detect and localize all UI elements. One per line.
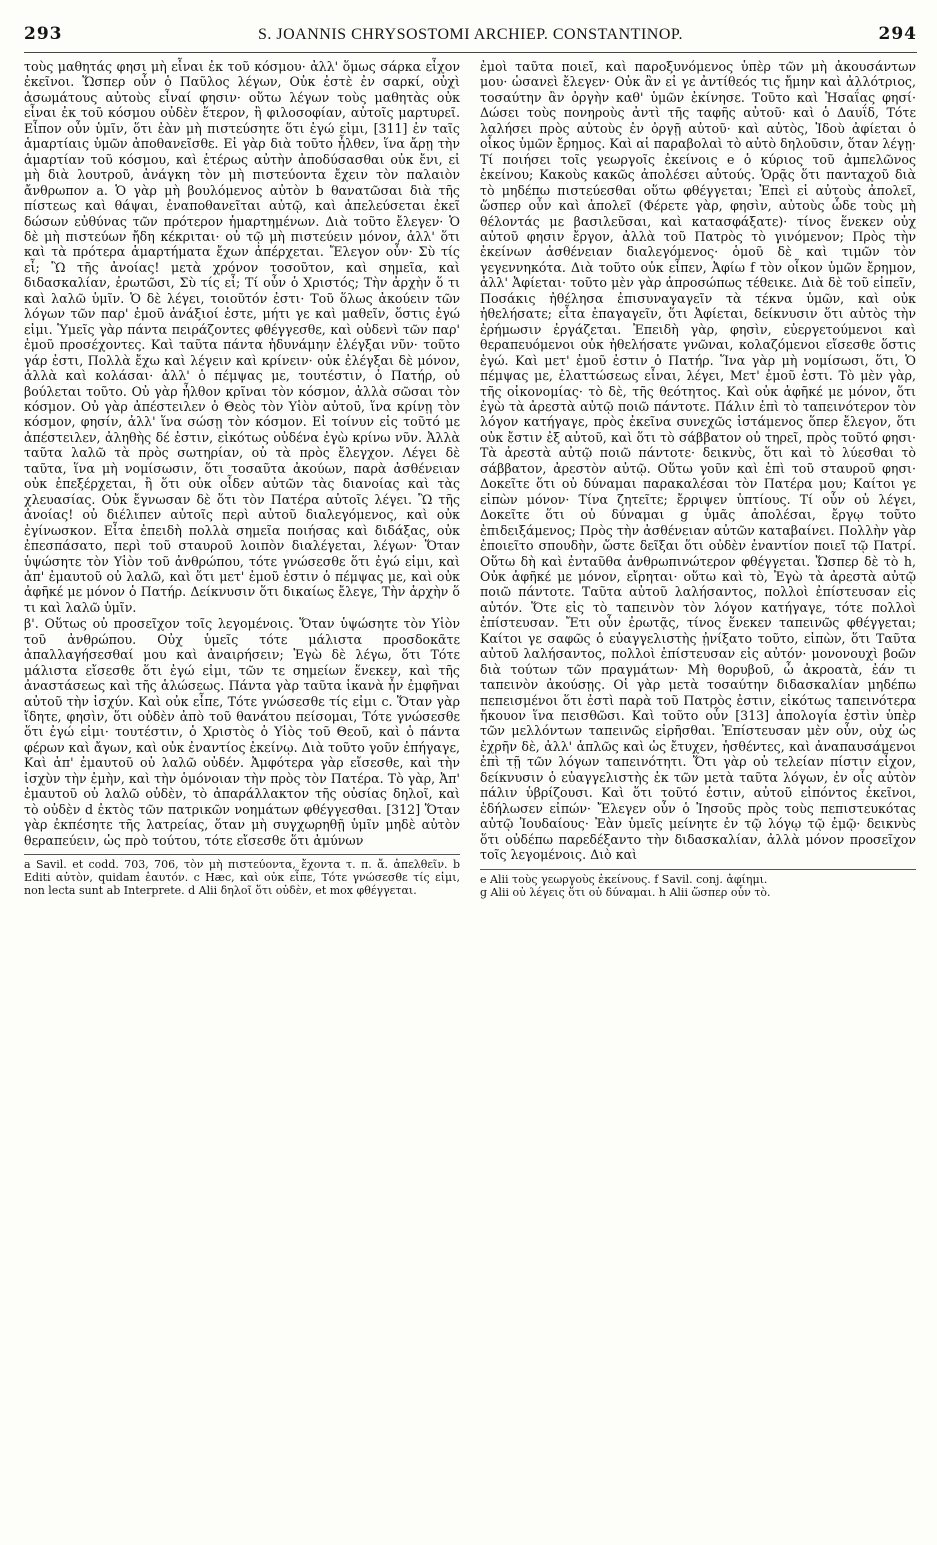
right-page-number: 294 — [878, 24, 917, 44]
right-column — [480, 59, 916, 899]
left-footnotes — [24, 854, 460, 897]
page-header — [24, 24, 917, 53]
left-page-number: 293 — [24, 24, 63, 44]
left-footnote: a Savil. et codd. 703, 706, τὸν μὴ πιστεύοντα, ἔχοντα τ. π. ἄ. ἀπελθεῖν. b Editi αὐτὸν, quidam ἑαυτόν. c Hæc, καὶ οὐκ εἶπε, Τότε γνώσεσθε τίς εἰμι, non lecta sunt ab Interprete. d Alii δηλοῖ ὅτι οὐδὲν, et mox φθέγγεται. — [24, 858, 460, 898]
text-columns — [24, 59, 917, 899]
right-footnotes — [480, 869, 916, 899]
left-paragraph-1: τοὺς μαθητάς φησι μὴ εἶναι ἐκ τοῦ κόσμου· ἀλλ' ὅμως σάρκα εἶχον ἐκεῖνοι. Ὥσπερ οὖν ὁ Παῦλος λέγων, Οὐκ ἐστὲ ἐν σαρκί, οὐχὶ ἀσωμάτους αὐτοὺς εἶναί φησιν· οὕτω λέγων τοὺς μαθητὰς οὐκ εἶναι ἐκ τοῦ κόσμου οὐδὲν ἕτερον, ἢ φιλοσοφίαν, αὐτοῖς μαρτυρεῖ. Εἶπον οὖν ὑμῖν, ὅτι ἐὰν μὴ πιστεύσητε ὅτι ἐγώ εἰμι, [311] ἐν ταῖς ἁμαρτίαις ὑμῶν ἀποθανεῖσθε. Εἰ γὰρ διὰ τοῦτο ἦλθεν, ἵνα ἄρῃ τὴν ἁμαρτίαν τοῦ κόσμου, καὶ ἑτέρως αὐτὴν ἀποδύσασθαι οὐκ ἔνι, εἰ μὴ διὰ λουτροῦ, ἀνάγκη τὸν μὴ πιστεύοντα ἔχειν τὸν παλαιὸν ἄνθρωπον a. Ὁ γὰρ μὴ βουλόμενος αὐτὸν b θανατῶσαι διὰ τῆς πίστεως καὶ θάψαι, ἐναποθανεῖται αὐτῷ, καὶ ἀπελεύσεται ἐκεῖ δώσων εὐθύνας τῶν πρότερον ἡμαρτημένων. Διὰ τοῦτο ἔλεγεν· Ὁ δὲ μὴ πιστεύων ἤδη κέκριται· οὐ τῷ μὴ πιστεύειν μόνον, ἀλλ' ὅτι καὶ τὰ πρότερα ἁμαρτήματα ἔχων ἀπέρχεται. Ἔλεγον οὖν· Σὺ τίς εἶ; Ὢ τῆς ἀνοίας! μετὰ χρόνον τοσοῦτον, καὶ σημεῖα, καὶ διδασκαλίαν, ἐρωτῶσι, Σὺ τίς εἶ; Τί οὖν ὁ Χριστός; Τὴν ἀρχὴν ὅ τι καὶ λαλῶ ὑμῖν. Ὁ δὲ λέγει, τοιοῦτόν ἐστι· Τοῦ ὅλως ἀκούειν τῶν λόγων τῶν παρ' ἐμοῦ ἀνάξιοί ἐστε, μήτι γε καὶ μαθεῖν, ὅστις ἐγώ εἰμι. Ὑμεῖς γὰρ πάντα πειράζοντες φθέγγεσθε, καὶ οὐδενὶ τῶν παρ' ἐμοῦ προσέχοντες. Καὶ ταῦτα πάντα ἠδυνάμην ἐλέγξαι νῦν· τοῦτο γάρ ἐστι, Πολλὰ ἔχω καὶ λέγειν καὶ κρίνειν· οὐκ ἐλέγξαι δὲ μόνον, ἀλλὰ καὶ κολάσαι· ἀλλ' ὁ πέμψας με, τουτέστιν, ὁ Πατήρ, οὐ βούλεται τοῦτο. Οὐ γὰρ ἦλθον κρῖναι τὸν κόσμον, ἀλλὰ σῶσαι τὸν κόσμον. Οὐ γὰρ ἀπέστειλεν ὁ Θεὸς τὸν Υἱὸν αὐτοῦ, ἵνα κρίνῃ τὸν κόσμον, φησίν, ἀλλ' ἵνα σώσῃ τὸν κόσμον. Εἰ τοίνυν εἰς τοῦτό με ἀπέστειλεν, ἀληθὴς δέ ἐστιν, εἰκότως οὐδένα ἐγὼ κρίνω νῦν. Ἀλλὰ ταῦτα λαλῶ τὰ πρὸς σωτηρίαν, οὐ τὰ πρὸς ἔλεγχον. Λέγει δὲ ταῦτα, ἵνα μὴ νομίσωσιν, ὅτι τοσαῦτα ἀκούων, παρὰ ἀσθένειαν οὐκ ἐπεξέρχεται, ἢ ὅτι οὐκ οἶδεν αὐτῶν τὰς διανοίας καὶ τὰς χλευασίας. Οὐκ ἔγνωσαν δὲ ὅτι τὸν Πατέρα αὐτοῖς λέγει. Ὢ τῆς ἀνοίας! οὐ διέλιπεν αὐτοῖς περὶ αὐτοῦ διαλεγόμενος, καὶ οὐκ ἐγίνωσκον. Εἶτα ἐπειδὴ πολλὰ σημεῖα ποιήσας καὶ διδάξας, οὐκ ἐπεσπάσατο, περὶ τοῦ σταυροῦ λοιπὸν διαλέγεται, λέγων· Ὅταν ὑψώσητε τὸν Υἱὸν τοῦ ἀνθρώπου, τότε γνώσεσθε ὅτι ἐγώ εἰμι, καὶ ἀπ' ἐμαυτοῦ οὐ λαλῶ, καὶ ὅτι μετ' ἐμοῦ ἐστιν ὁ πέμψας με, καὶ οὐκ ἀφῆκέ με μόνον ὁ Πατήρ. Δείκνυσιν ὅτι δικαίως ἔλεγε, Τὴν ἀρχὴν ὅ τι καὶ λαλῶ ὑμῖν. — [24, 59, 460, 615]
right-paragraph-1: ἐμοὶ ταῦτα ποιεῖ, καὶ παροξυνόμενος ὑπὲρ τῶν μὴ ἀκουσάντων μου· ὡσανεὶ ἔλεγεν· Οὐκ ἂν εἰ γε ἀντίθεός τις ἤμην καὶ ἀλλότριος, τοσαύτην ἂν ὀργὴν καθ' ὑμῶν ἐκίνησε. Τοῦτο καὶ Ἡσαΐας φησί· Δώσει τοὺς πονηροὺς ἀντὶ τῆς ταφῆς αὐτοῦ· καὶ ὁ Δαυΐδ, Τότε λαλήσει πρὸς αὐτοὺς ἐν ὀργῇ αὐτοῦ· καὶ αὐτὸς, Ἰδοὺ ἀφίεται ὁ οἶκος ὑμῶν ἔρημος. Καὶ αἱ παραβολαὶ τὸ αὐτὸ δηλοῦσιν, ὅταν λέγῃ· Τί ποιήσει τοῖς γεωργοῖς ἐκείνοις e ὁ κύριος τοῦ ἀμπελῶνος ἐκείνου; Κακοὺς κακῶς ἀπολέσει αὐτούς. Ὁρᾷς ὅτι πανταχοῦ διὰ τὸ μηδέπω πιστεύεσθαι οὕτω φθέγγεται; Ἐπεὶ εἰ αὐτοὺς ἀπολεῖ, ὥσπερ οὖν καὶ ἀπολεῖ (Φέρετε γὰρ, φησὶν, αὐτοὺς ὧδε τοὺς μὴ θέλοντάς με βασιλεῦσαι, καὶ κατασφάξατε)· τίνος ἕνεκεν οὐχ αὐτοῦ φησιν ἔργον, ἀλλὰ τοῦ Πατρὸς τὸ γινόμενον; Πρὸς τὴν ἐκείνων ἀσθένειαν διαλεγόμενος· ὁμοῦ δὲ καὶ τιμῶν τὸν γεγεννηκότα. Διὰ τοῦτο οὐκ εἶπεν, Ἀφίω f τὸν οἶκον ὑμῶν ἔρημον, ἀλλ' Ἀφίεται· τοῦτο μὲν γὰρ ἀπροσώπως τέθεικε. Διὰ δὲ τοῦ εἰπεῖν, Ποσάκις ἠθέλησα ἐπισυναγαγεῖν τὰ τέκνα ὑμῶν, καὶ οὐκ ἠθελήσατε; εἶτα ἐπαγαγεῖν, ὅτι Ἀφίεται, δείκνυσιν ὅτι αὐτὸς τὴν ἐρήμωσιν ἐργάζεται. Ἐπειδὴ γὰρ, φησὶν, εὐεργετούμενοι καὶ θεραπευόμενοι οὐκ ἠθελήσατε γνῶναι, κολαζόμενοι εἴσεσθε ὅστις ἐγώ. Καὶ μετ' ἐμοῦ ἐστιν ὁ Πατήρ. Ἵνα γὰρ μὴ νομίσωσι, ὅτι, Ὁ πέμψας με, ἐλαττώσεως εἶναι, λέγει, Μετ' ἐμοῦ ἐστι. Τὸ μὲν γὰρ, τῆς οἰκονομίας· τὸ δὲ, τῆς θεότητος. Καὶ οὐκ ἀφῆκέ με μόνον, ὅτι ἐγὼ τὰ ἀρεστὰ αὐτῷ ποιῶ πάντοτε. Πάλιν ἐπὶ τὸ ταπεινότερον τὸν λόγον κατήγαγε, πρὸς ἐκεῖνα συνεχῶς ἱστάμενος ὅπερ ἔλεγον, ὅτι οὐκ ἔστιν ἐξ αὐτοῦ, καὶ ὅτι τὸ σάββατον οὐ τηρεῖ, πρὸς τοῦτό φησι· Τὰ ἀρεστὰ αὐτῷ ποιῶ πάντοτε· δεικνὺς, ὅτι καὶ τὸ λύεσθαι τὸ σάββατον, ἀρεστὸν αὐτῷ. Οὕτω γοῦν καὶ ἐπὶ τοῦ σταυροῦ φησι· Δοκεῖτε ὅτι οὐ δύναμαι παρακαλέσαι τὸν Πατέρα μου; Καίτοι γε εἰπὼν μόνον· Τίνα ζητεῖτε; ἔρριψεν ὑπτίους. Τί οὖν οὐ λέγει, Δοκεῖτε ὅτι οὐ δύναμαι g ὑμᾶς ἀπολέσαι, ἔργῳ τοῦτο ἐπιδειξάμενος; Πρὸς τὴν ἀσθένειαν αὐτῶν καταβαίνει. Πολλὴν γὰρ ἐποιεῖτο σπουδὴν, ὥστε δεῖξαι ὅτι οὐδὲν ἐναντίον ποιεῖ τῷ Πατρί. Οὕτω δὴ καὶ ἐνταῦθα ἀνθρωπινώτερον φθέγγεται. Ὥσπερ δὲ τὸ h, Οὐκ ἀφῆκέ με μόνον, εἴρηται· οὕτω καὶ τὸ, Ἐγὼ τὰ ἀρεστὰ αὐτῷ ποιῶ πάντοτε. Ταῦτα αὐτοῦ λαλήσαντος, πολλοὶ ἐπίστευσαν εἰς αὐτόν. Ὅτε εἰς τὸ ταπεινὸν τὸν λόγον κατήγαγε, τότε πολλοὶ ἐπίστευσαν. Ἔτι οὖν ἐρωτᾷς, τίνος ἕνεκεν ταπεινῶς φθέγγεται; Καίτοι γε σαφῶς ὁ εὐαγγελιστὴς ᾐνίξατο τοῦτο, εἰπὼν, ὅτι Ταῦτα αὐτοῦ λαλήσαντος, πολλοὶ ἐπίστευσαν εἰς αὐτόν· μονονουχὶ βοῶν διὰ τούτων τῶν πραγμάτων· Μὴ θορυβοῦ, ὦ ἀκροατὰ, ἐάν τι ταπεινὸν ἀκούσῃς. Οἱ γὰρ μετὰ τοσαύτην διδασκαλίαν μηδέπω πεπεισμένοι ὅτι ἐστὶ παρὰ τοῦ Πατρὸς ἐστιν, εἰκότως ταπεινότερα ἤκουον ἵνα πεισθῶσι. Καὶ τοῦτο οὖν [313] ἀπολογία ἐστὶν ὑπὲρ τῶν μελλόντων ταπεινῶς εἰρῆσθαι. Ἐπίστευσαν μὲν οὖν, οὐχ ὡς ἐχρῆν δὲ, ἀλλ' ἁπλῶς καὶ ὡς ἔτυχεν, ἡσθέντες, καὶ ἀναπαυσάμενοι ἐπὶ τῇ τῶν λόγων ταπεινότητι. Ὅτι γὰρ οὐ τελείαν πίστιν εἶχον, δείκνυσιν ὁ εὐαγγελιστὴς ἐκ τῶν μετὰ ταῦτα λόγων, ἐν οἷς αὐτὸν πάλιν ὑβρίζουσι. Καὶ ὅτι τοῦτό ἐστιν, αὐτοῦ εἰπόντος ἐκεῖνοι, ἐδήλωσεν εἰπών· Ἔλεγεν οὖν ὁ Ἰησοῦς πρὸς τοὺς πεπιστευκότας αὐτῷ Ἰουδαίους· Ἐὰν ὑμεῖς μείνητε ἐν τῷ λόγῳ τῷ ἐμῷ· δεικνὺς ὅτι οὐδέπω παρεδέξαντο τὴν διδασκαλίαν, ἀλλὰ μόνον προσεῖχον τοῖς λεγομένοις. Διὸ καὶ — [480, 59, 916, 863]
running-title: S. JOANNIS CHRYSOSTOMI ARCHIEP. CONSTANTINOP. — [258, 26, 683, 43]
left-column — [24, 59, 460, 899]
right-footnote-1: e Alii τοὺς γεωργοὺς ἐκείνους. f Savil. conj. ἀφίημι. — [480, 872, 768, 886]
right-footnote-2: g Alii οὐ λέγεις ὅτι οὐ δύναμαι. h Alii ὥσπερ οὖν τὸ. — [480, 885, 771, 899]
left-paragraph-2: β'. Οὕτως οὐ προσεῖχον τοῖς λεγομένοις. Ὅταν ὑψώσητε τὸν Υἱὸν τοῦ ἀνθρώπου. Οὐχ ὑμεῖς τότε μάλιστα προσδοκᾶτε ἀπαλλαγήσεσθαί μου καὶ ἀναιρήσειν; Ἐγὼ δὲ λέγω, ὅτι Τότε μάλιστα εἴσεσθε ὅτι ἐγώ εἰμι, τῶν τε σημείων ἕνεκεν, καὶ τῆς ἀναστάσεως καὶ τῆς ἁλώσεως. Πάντα γὰρ ταῦτα ἱκανὰ ἦν ἐμφῆναι αὐτοῦ τὴν ἰσχύν. Καὶ οὐκ εἶπε, Τότε γνώσεσθε τίς εἰμι c. Ὅταν γὰρ ἴδητε, φησὶν, ὅτι οὐδὲν ἀπὸ τοῦ θανάτου πείσομαι, Τότε γνώσεσθε ὅτι ἐγώ εἰμι· τουτέστιν, ὁ Χριστὸς ὁ Υἱὸς τοῦ Θεοῦ, καὶ ὁ πάντα φέρων καὶ ἄγων, καὶ οὐκ ἐναντίος ἐκείνῳ. Διὰ τοῦτο γοῦν ἐπήγαγε, Καὶ ἀπ' ἐμαυτοῦ οὐ λαλῶ οὐδέν. Ἀμφότερα γὰρ εἴσεσθε, καὶ τὴν ἰσχὺν τὴν ἐμὴν, καὶ τὴν ὁμόνοιαν τὴν πρὸς τὸν Πατέρα. Τὸ γὰρ, Ἀπ' ἐμαυτοῦ οὐ λαλῶ οὐδὲν, τὸ ἀπαράλλακτον τῆς οὐσίας δηλοῖ, καὶ τὸ οὐδὲν d ἐκτὸς τῶν πατρικῶν νοημάτων φθέγγεσθαι. [312] Ὅταν γὰρ ἐκπέσητε τῆς λατρείας, ὅταν μὴ συγχωρηθῇ ὑμῖν μηδὲ αὐτὸν θεραπεύειν, ὡς πρὸ τούτου, τότε εἴσεσθε ὅτι ἀμύνων — [24, 616, 460, 848]
